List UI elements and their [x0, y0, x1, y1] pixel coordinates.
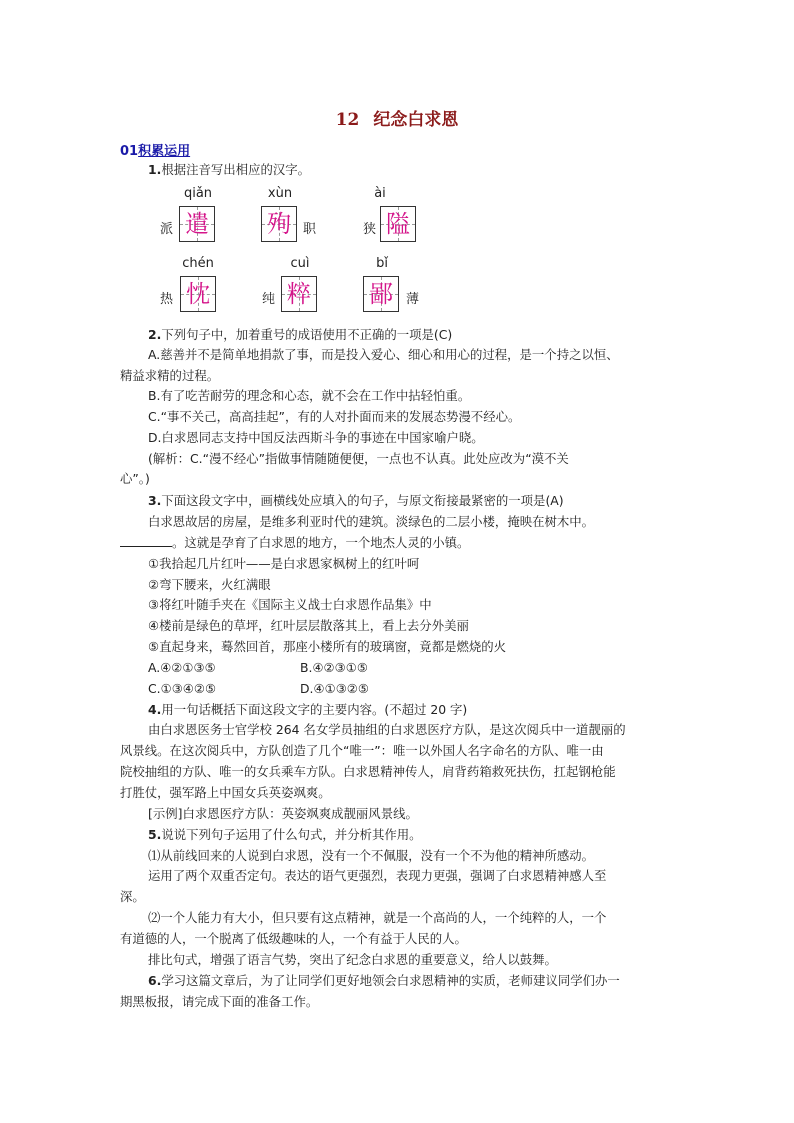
q5-number: 5.: [148, 827, 162, 842]
q5-sentence-2-cont: 有道德的人，一个脱离了低级趣味的人，一个有益于人民的人。: [120, 931, 467, 946]
prefix-char: 纯: [262, 292, 276, 307]
pinyin: bǐ: [376, 256, 388, 271]
suffix-char: 职: [303, 222, 317, 237]
q2-option-a-cont: 精益求精的过程。: [120, 368, 220, 383]
q2-explanation: (解析：C.“漫不经心”指做事情随随便便，一点也不认真。此处应改为“漠不关: [148, 451, 569, 466]
prefix-char: 派: [160, 222, 174, 237]
q2-prompt: [148, 325, 452, 345]
q4-passage: 院校抽组的方队、唯一的女兵乘车方队。白求恩精神传人，肩背药箱救死扶伤，扛起钢枪能: [120, 764, 616, 779]
lesson-number: 12: [335, 110, 360, 130]
prefix-char: 热: [160, 292, 174, 307]
lesson-title: 纪念白求恩: [373, 110, 459, 130]
answer-char: 隘: [386, 210, 410, 238]
q6-prompt: [148, 971, 620, 991]
prefix-char: 狭: [363, 222, 377, 237]
q2-text: 下列句子中，加着重号的成语使用不正确的一项是(C): [161, 327, 453, 342]
q3-passage-tail: 。这就是孕育了白求恩的地方，一个地杰人灵的小镇。: [172, 535, 470, 550]
q3-prompt: [148, 491, 564, 511]
answer-box: [179, 206, 215, 242]
section-number: 01: [120, 144, 139, 159]
pinyin: ài: [374, 186, 386, 201]
q5-answer-2: 排比句式，增强了语言气势，突出了纪念白求恩的重要意义，给人以鼓舞。: [148, 952, 557, 967]
q2-option-b: B.有了吃苦耐劳的理念和心态，就不会在工作中拈轻怕重。: [148, 388, 471, 403]
q2-option-d: D.白求恩同志支持中国反法西斯斗争的事迹在中国家喻户晓。: [148, 430, 484, 445]
pinyin: chén: [182, 256, 214, 271]
q6-number: 6.: [148, 973, 162, 988]
q3-sentence: ③将红叶随手夹在《国际主义战士白求恩作品集》中: [148, 597, 432, 612]
q6-text: 学习这篇文章后，为了让同学们更好地领会白求恩精神的实质，老师建议同学们办一: [161, 973, 620, 988]
q3-option-d: D.④①③②⑤: [300, 681, 370, 696]
q2-option-a: A.慈善并不是简单地捐款了事，而是投入爱心、细心和用心的过程，是一个持之以恒、: [148, 347, 619, 362]
q1-text: 根据注音写出相应的汉字。: [161, 162, 311, 177]
q2-number: 2.: [148, 327, 162, 342]
q3-option-b: B.④②③①⑤: [300, 660, 368, 675]
q2-option-c: C.“事不关己，高高挂起”，有的人对扑面而来的发展态势漫不经心。: [148, 409, 521, 424]
q3-number: 3.: [148, 493, 162, 508]
pinyin: xùn: [267, 186, 293, 201]
q4-prompt: [148, 700, 467, 720]
q6-prompt-cont: 期黑板报，请完成下面的准备工作。: [120, 994, 319, 1009]
q1-number: 1.: [148, 162, 162, 177]
q4-passage: 风景线。在这次阅兵中，方队创造了几个“唯一”：唯一以外国人名字命名的方队、唯一由: [120, 743, 604, 758]
section-heading: [120, 140, 190, 159]
pinyin: qiǎn: [183, 186, 213, 201]
q4-text: 用一句话概括下面这段文字的主要内容。(不超过 20 字): [161, 702, 468, 717]
q5-sentence-1: ⑴从前线回来的人说到白求恩，没有一个不佩服，没有一个不为他的精神所感动。: [148, 848, 595, 863]
q4-number: 4.: [148, 702, 162, 717]
q3-sentence: ④楼前是绿色的草坪，红叶层层散落其上，看上去分外美丽: [148, 618, 469, 633]
fill-blank: [120, 534, 172, 547]
answer-char: 粹: [287, 280, 311, 308]
q2-explanation-cont: 心”。): [120, 471, 150, 486]
q4-passage: 打胜仗，强军路上中国女兵英姿飒爽。: [120, 785, 331, 800]
q3-option-a: A.④②①③⑤: [148, 660, 216, 675]
answer-char: 遣: [185, 210, 209, 238]
pinyin: cuì: [290, 256, 310, 271]
q5-answer-1-cont: 深。: [120, 889, 145, 904]
q4-answer: [示例]白求恩医疗方队：英姿飒爽成靓丽风景线。: [148, 806, 418, 821]
answer-box: [380, 206, 416, 242]
q5-prompt: [148, 825, 422, 845]
answer-char: 殉: [267, 210, 291, 238]
answer-box: [363, 276, 399, 312]
q5-text: 说说下列句子运用了什么句式，并分析其作用。: [161, 827, 422, 842]
answer-char: 鄙: [369, 280, 393, 308]
page-title: [0, 105, 794, 130]
answer-box: [261, 206, 297, 242]
q3-sentence: ⑤直起身来，蓦然回首，那座小楼所有的玻璃窗，竟都是燃烧的火: [148, 639, 507, 654]
q3-sentence: ①我拾起几片红叶——是白求恩家枫树上的红叶呵: [148, 556, 420, 571]
answer-box: [281, 276, 317, 312]
q1-prompt: [148, 160, 310, 180]
q3-passage-cont: [120, 533, 469, 553]
answer-box: [180, 276, 216, 312]
q3-passage: 白求恩故居的房屋，是维多利亚时代的建筑。淡绿色的二层小楼，掩映在树木中。: [148, 514, 595, 529]
answer-char: 忱: [186, 280, 210, 308]
suffix-char: 薄: [406, 292, 420, 307]
q3-text: 下面这段文字中，画横线处应填入的句子，与原文衔接最紧密的一项是(A): [161, 493, 564, 508]
q3-sentence: ②弯下腰来，火红满眼: [148, 577, 271, 592]
q5-sentence-2: ⑵一个人能力有大小，但只要有这点精神，就是一个高尚的人，一个纯粹的人，一个: [148, 910, 607, 925]
section-title: 积累运用: [138, 144, 191, 159]
q5-answer-1: 运用了两个双重否定句。表达的语气更强烈，表现力更强，强调了白求恩精神感人至: [148, 868, 607, 883]
q4-passage: 由白求恩医务士官学校 264 名女学员抽组的白求恩医疗方队，是这次阅兵中一道靓丽的: [148, 722, 626, 737]
q3-option-c: C.①③④②⑤: [148, 681, 217, 696]
